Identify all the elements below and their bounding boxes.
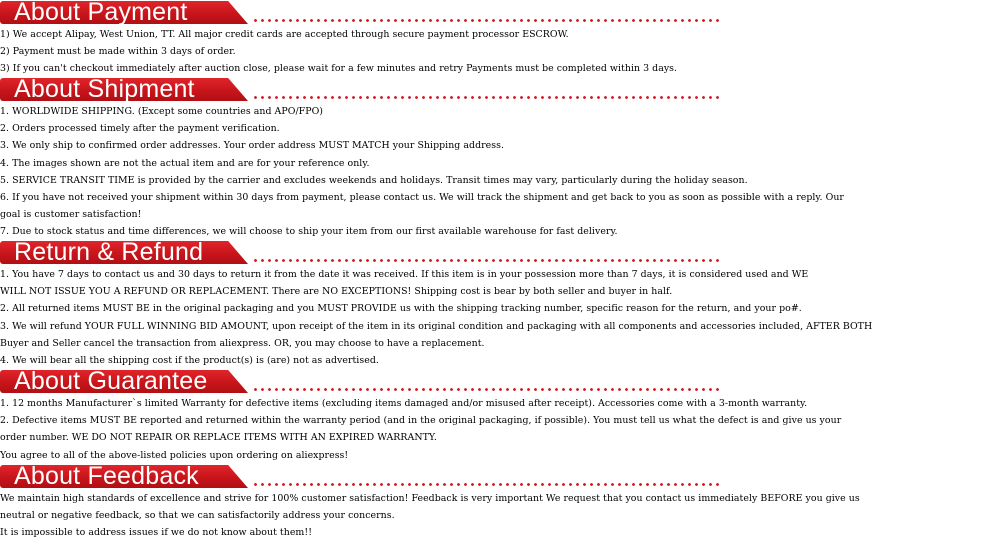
- shipment-line: 4. The images shown are not the actual item and are for your reference only.: [0, 157, 370, 169]
- shipment-line: 6. If you have not received your shipment within 30 days from payment, please contact us. We will track the shipment and get back to you as soon as possible with a reply. Our: [0, 192, 844, 204]
- refund-line: WILL NOT ISSUE YOU A REFUND OR REPLACEMENT. There are NO EXCEPTIONS! Shipping cost is bear by both seller and buyer in half.: [0, 286, 673, 298]
- shipment-title: About Shipment: [14, 75, 195, 103]
- payment-lines: [0, 26, 1000, 78]
- shipment-line: 3. We only ship to confirmed order addresses. Your order address MUST MATCH your Shipping address.: [0, 140, 505, 152]
- feedback-line: neutral or negative feedback, so that we can satisfactorily address your concerns.: [0, 510, 395, 522]
- guarantee-banner: [0, 369, 1000, 395]
- shipment-banner: [0, 77, 1000, 103]
- shipment-line: 2. Orders processed timely after the payment verification.: [0, 123, 280, 135]
- shipment-dotted-rule: [252, 96, 722, 99]
- payment-banner: [0, 0, 1000, 26]
- shipment-line: 1. WORLDWIDE SHIPPING. (Except some countries and APO/FPO): [0, 106, 324, 117]
- feedback-banner: [0, 464, 1000, 490]
- refund-line: 4. We will bear all the shipping cost if the product(s) is (are) not as advertised.: [0, 355, 379, 367]
- shipment-section: [0, 77, 1000, 241]
- refund-lines: [0, 266, 1000, 369]
- guarantee-title: About Guarantee: [14, 367, 208, 395]
- refund-line: 1. You have 7 days to contact us and 30 days to return it from the date it was received. If this item is in your possession more than 7 days, it is considered used and WE: [0, 269, 809, 280]
- payment-line: 3) If you can't checkout immediately after auction close, please wait for a few minutes and retry Payments must be completed within 3 days.: [0, 63, 678, 75]
- payment-line: 1) We accept Alipay, West Union, TT. All major credit cards are accepted through secure payment processor ESCROW.: [0, 29, 569, 40]
- feedback-line: We maintain high standards of excellence and strive for 100% customer satisfaction! Feedback is very important We request that you contact us immediately BEFORE you give us: [0, 493, 860, 504]
- refund-line: 2. All returned items MUST BE in the original packaging and you MUST PROVIDE us with the shipping tracking number, specific reason for the return, and your po#.: [0, 303, 802, 315]
- refund-line: Buyer and Seller cancel the transaction from aliexpress. OR, you may choose to have a replacement.: [0, 337, 485, 349]
- refund-dotted-rule: [252, 259, 722, 262]
- feedback-dotted-rule: [252, 483, 722, 486]
- refund-section: [0, 240, 1000, 369]
- guarantee-dotted-rule: [252, 388, 722, 391]
- guarantee-section: [0, 369, 1000, 464]
- shipment-lines: [0, 103, 1000, 241]
- guarantee-lines: [0, 395, 1000, 464]
- feedback-lines: [0, 490, 1000, 542]
- refund-line: 3. We will refund YOUR FULL WINNING BID AMOUNT, upon receipt of the item in its original condition and packaging with all components and accessories included, AFTER BOTH: [0, 320, 873, 332]
- feedback-title: About Feedback: [14, 462, 199, 490]
- feedback-section: [0, 464, 1000, 542]
- guarantee-line: You agree to all of the above-listed policies upon ordering on aliexpress!: [0, 449, 349, 461]
- refund-banner: [0, 240, 1000, 266]
- feedback-line: It is impossible to address issues if we do not know about them!!: [0, 527, 313, 539]
- payment-section: [0, 0, 1000, 78]
- shipment-line: 5. SERVICE TRANSIT TIME is provided by the carrier and excludes weekends and holidays. Transit times may vary, particularly during the holiday season.: [0, 174, 748, 186]
- shipment-line: 7. Due to stock status and time differences, we will choose to ship your item from our first available warehouse for fast delivery.: [0, 226, 618, 238]
- guarantee-line: order number. WE DO NOT REPAIR OR REPLACE ITEMS WITH AN EXPIRED WARRANTY.: [0, 432, 437, 444]
- shipment-line: goal is customer satisfaction!: [0, 209, 142, 221]
- refund-title: Return & Refund: [14, 238, 204, 266]
- payment-line: 2) Payment must be made within 3 days of order.: [0, 46, 236, 58]
- guarantee-line: 1. 12 months Manufacturer`s limited Warranty for defective items (excluding items damaged and/or misused after receipt). Accessories come with a 3-month warranty.: [0, 398, 808, 409]
- payment-title: About Payment: [14, 0, 188, 26]
- guarantee-line: 2. Defective items MUST BE reported and returned within the warranty period (and in the original packaging, if possible). You must tell us what the defect is and give us your: [0, 415, 842, 427]
- payment-dotted-rule: [252, 19, 722, 22]
